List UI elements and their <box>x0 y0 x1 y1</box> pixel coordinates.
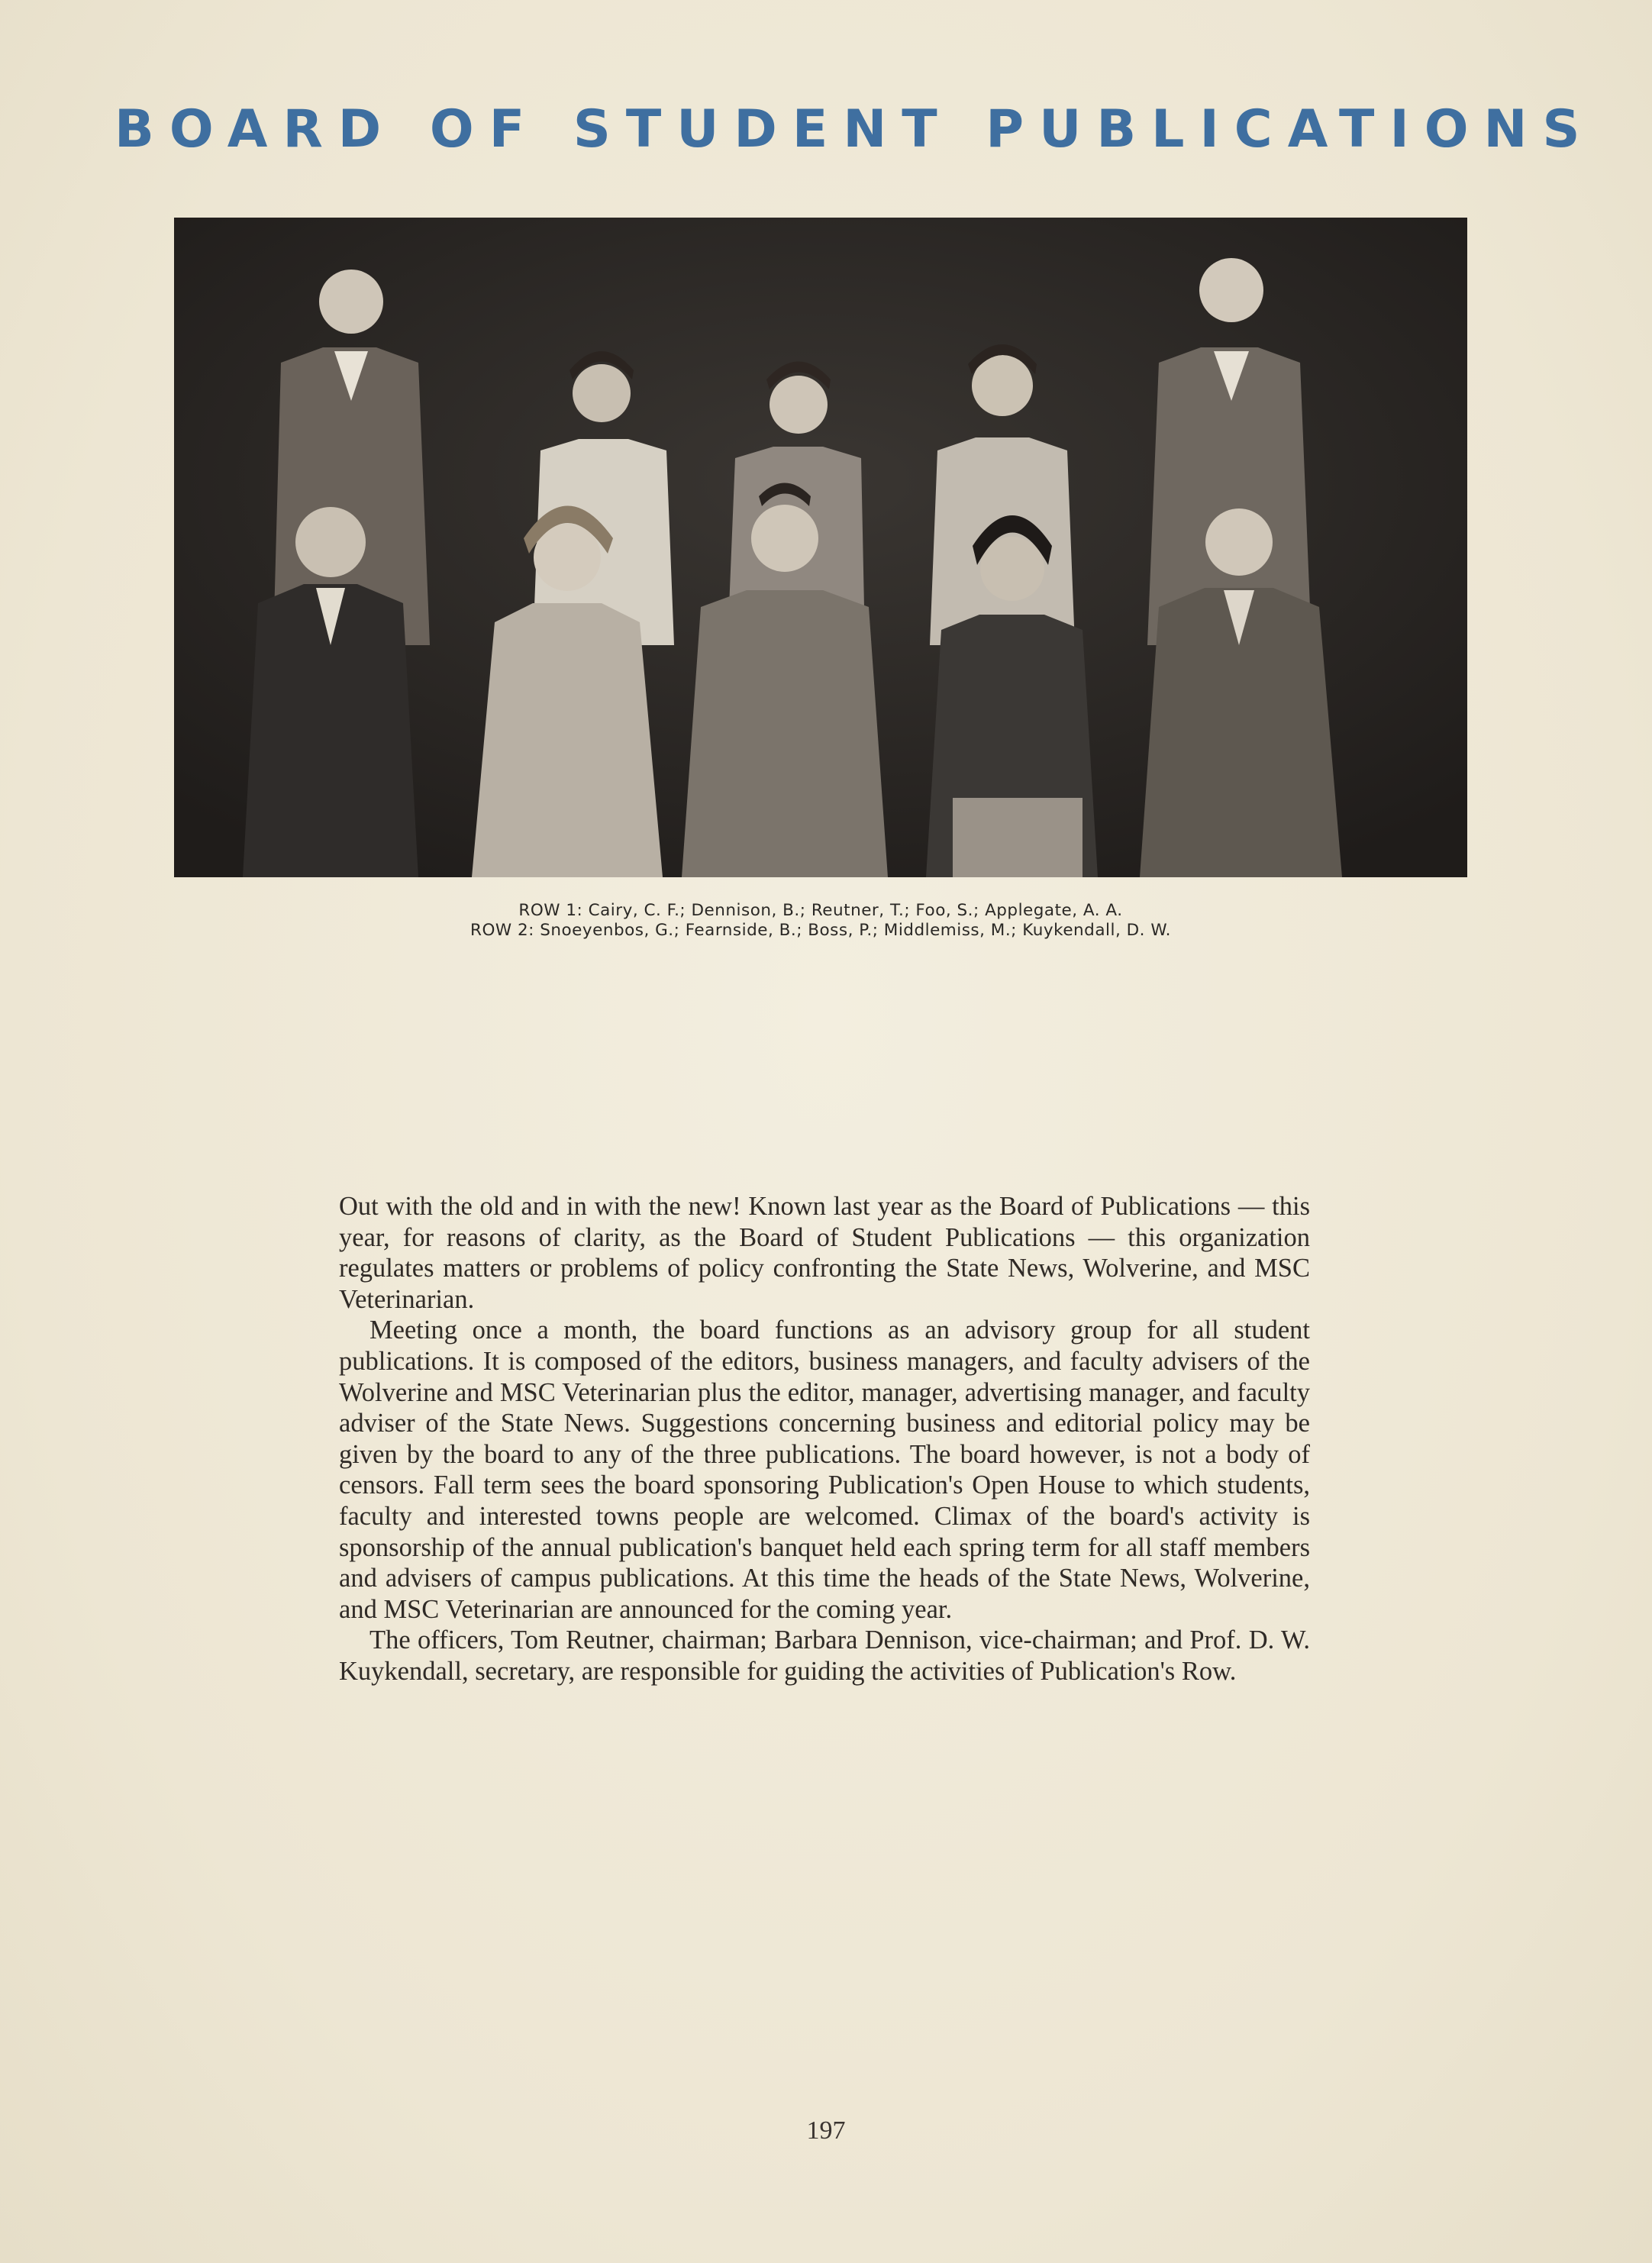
page-title: BOARD OF STUDENT PUBLICATIONS <box>115 99 1596 160</box>
paragraph: Out with the old and in with the new! Known last year as the Board of Publications — this year, for reasons of clarity, as the Board of Student Publications — this organization regulates matters or problems of policy confronting the State News, Wolverine, and MSC Veterinarian. <box>339 1192 1310 1314</box>
paragraph: Meeting once a month, the board functions as an advisory group for all student publications. It is composed of the editors, business managers, and faculty advisers of the Wolverine and MSC Veterinarian plus the editor, manager, advertising manager, and faculty adviser of the State News. Suggestions concerning business and editorial policy may be given by the board to any of the three publications. The board however, is not a body of censors. Fall term sees the board sponsoring Publication's Open House to which students, faculty and interested towns people are welcomed. Climax of the board's activity is sponsorship of the annual publication's banquet held each spring term for all staff members and advisers of campus publications. At this time the heads of the State News, Wolverine, and MSC Veterinarian are announced for the coming year. <box>339 1316 1310 1624</box>
caption-row-1: ROW 1: Cairy, C. F.; Dennison, B.; Reutner, T.; Foo, S.; Applegate, A. A. <box>518 901 1123 920</box>
page-number: 197 <box>806 2116 846 2145</box>
photo-caption <box>174 901 1467 941</box>
paragraph: The officers, Tom Reutner, chairman; Barbara Dennison, vice-chairman; and Prof. D. W. Kuykendall, secretary, are responsible for guiding the activities of Publication's Row. <box>339 1625 1310 1686</box>
caption-row-2: ROW 2: Snoeyenbos, G.; Fearnside, B.; Boss, P.; Middlemiss, M.; Kuykendall, D. W. <box>470 921 1171 940</box>
article-body <box>339 1191 1310 1687</box>
group-photo <box>174 218 1467 877</box>
